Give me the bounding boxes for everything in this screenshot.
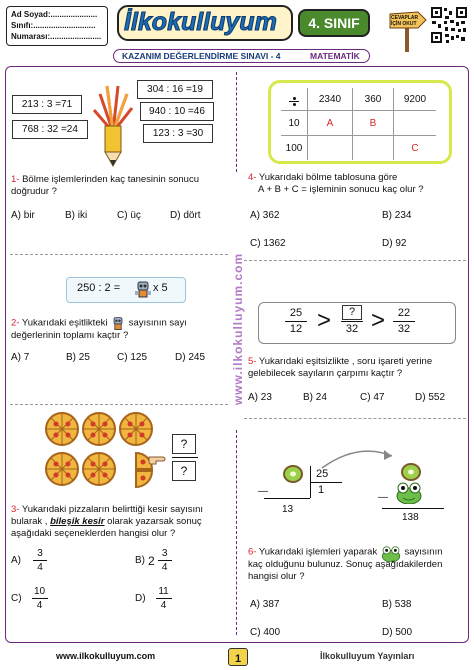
qr-code-icon[interactable]	[430, 6, 468, 44]
q4-option-b[interactable]: B) 234	[382, 210, 412, 221]
q6-number: 6-	[248, 546, 257, 558]
q6-option-d[interactable]: D) 500	[382, 627, 413, 638]
subtraction-line	[382, 508, 444, 509]
q3-number: 3-	[11, 504, 20, 515]
q4-option-d[interactable]: D) 92	[382, 238, 407, 249]
division-table-frame	[268, 80, 452, 164]
kiwi-icon	[282, 464, 304, 489]
q3-text: 3- Yukarıdaki pizzaların belirttiği kesir sayısını bularak , bileşik kesir olarak yazarsak sonuç aşağıdaki seçeneklerden hangisi olur ?	[11, 504, 204, 539]
table-cell: 100	[281, 136, 308, 161]
table-cell	[308, 136, 353, 161]
denominator-box: ?	[172, 461, 196, 481]
q6-option-a[interactable]: A) 387	[250, 599, 280, 610]
row-divider-4	[244, 418, 466, 419]
exam-title-bar	[113, 49, 370, 63]
q4-option-c[interactable]: C) 1362	[250, 238, 286, 249]
q4-text: 4- Yukarıdaki bölme tablosuna göre A + B + C = işleminin sonucu kaç olur ?	[248, 172, 424, 195]
pointing-hand-icon	[148, 452, 170, 466]
q2-number: 2-	[11, 317, 20, 329]
table-cell	[394, 111, 437, 136]
frog-icon	[396, 482, 422, 509]
answer-fraction-box	[172, 434, 198, 484]
table-cell	[353, 136, 394, 161]
fraction-2: ? 32	[341, 305, 363, 336]
column-divider-top	[236, 72, 237, 172]
answer-sign-line1: CEVAPLAR	[391, 15, 419, 21]
q1-option-b[interactable]: B) iki	[65, 210, 88, 221]
page-number: 1	[228, 648, 248, 666]
answer-signpost	[388, 8, 428, 52]
q5-option-c[interactable]: C) 47	[360, 392, 385, 403]
table-cell: 10	[281, 111, 308, 136]
q6-option-b[interactable]: B) 538	[382, 599, 412, 610]
equation-card: 250 : 2 = x 5	[66, 277, 186, 303]
q2-option-a[interactable]: A) 7	[11, 352, 30, 363]
footer-url[interactable]: www.ilkokulluyum.com	[56, 651, 156, 661]
q2-option-c[interactable]: C) 125	[117, 352, 148, 363]
q5-option-d[interactable]: D) 552	[415, 392, 446, 403]
greater-than-sign: >	[317, 307, 332, 334]
table-cell: B	[353, 111, 394, 136]
greater-than-sign: >	[371, 307, 386, 334]
q1-option-c[interactable]: C) üç	[117, 210, 141, 221]
q5-option-a[interactable]: A) 23	[248, 392, 272, 403]
footer-publisher: İlkokulluyum Yayınları	[320, 651, 415, 661]
grade-badge	[298, 9, 370, 37]
site-logo	[116, 4, 294, 42]
right-operation	[378, 458, 458, 524]
minus-sign: —	[258, 486, 268, 497]
fraction-1: 25 12	[285, 307, 307, 336]
class-field: Sınıfı:............................	[11, 21, 96, 30]
q2-text: 2- Yukarıdaki eşitlikteki sayısının sayı değerlerinin toplamı kaçtır ?	[11, 317, 187, 341]
answer-sign-line2: İÇİN OKUT	[391, 21, 417, 27]
division-card: 304 : 16 =19	[137, 80, 213, 99]
q2-option-b[interactable]: B) 25	[66, 352, 90, 363]
division-bracket-h	[310, 482, 342, 483]
division-card: 768 : 32 =24	[12, 120, 88, 139]
row-divider-1	[10, 254, 228, 255]
q5-option-b[interactable]: B) 24	[303, 392, 327, 403]
q3-option-c[interactable]: C) $\frac{10}{4}$	[11, 586, 48, 611]
divide-icon	[289, 97, 299, 106]
robot-icon	[110, 316, 126, 330]
column-divider-bottom	[236, 430, 237, 635]
table-cell: A	[308, 111, 353, 136]
pencil-bundle-icon	[90, 80, 136, 168]
table-header-cell: 9200	[394, 88, 437, 111]
q1-option-d[interactable]: D) dört	[170, 210, 201, 221]
pizza-illustration	[44, 412, 154, 488]
table-header-cell	[281, 88, 308, 111]
divisor: 25	[316, 468, 329, 480]
result: 138	[402, 512, 419, 523]
q2-option-d[interactable]: D) 245	[175, 352, 206, 363]
remainder: 13	[282, 504, 294, 515]
number-field: Numarası:.......................	[11, 32, 102, 41]
name-field: Ad Soyad:.....................	[11, 10, 98, 19]
logo-text: İlkokulluyum	[124, 8, 277, 36]
inequality-card	[258, 302, 456, 344]
frog-icon	[380, 546, 402, 558]
table-header-cell: 2340	[308, 88, 353, 111]
robot-icon	[135, 280, 151, 305]
q5-text: 5- Yukarıdaki eşitsizlikte , soru işareti yerine gelebilecek sayıların çarpımı kaçtır ?	[248, 356, 433, 379]
q1-option-a[interactable]: A) bir	[11, 210, 35, 221]
q3-option-b[interactable]: B) 2 $\frac{3}{4}$	[135, 548, 172, 573]
minus-sign: —	[378, 492, 388, 503]
row-divider-3	[244, 260, 466, 261]
fraction-bar	[172, 457, 198, 458]
q4-option-a[interactable]: A) 362	[250, 210, 280, 221]
table-cell: C	[411, 142, 419, 154]
q1-text: 1- Bölme işlemlerinden kaç tanesinin sonucu doğrudur ?	[11, 174, 199, 197]
grade-text: 4. SINIF	[308, 15, 360, 31]
quotient: 1	[318, 484, 325, 496]
division-card: 123 : 3 =30	[143, 124, 213, 143]
q1-number: 1-	[11, 174, 20, 185]
q3-option-a[interactable]: A) $\frac{3}{4}$	[11, 548, 47, 573]
q4-number: 4-	[248, 172, 257, 183]
q5-number: 5-	[248, 356, 257, 367]
subtraction-line	[264, 498, 310, 499]
q3-option-d[interactable]: D) $\frac{11}{4}$	[135, 586, 172, 611]
subject-label: MATEMATİK	[310, 51, 360, 61]
exam-subtitle: KAZANIM DEĞERLENDİRME SINAVI - 4	[122, 51, 281, 61]
numerator-box: ?	[172, 434, 196, 454]
division-table	[281, 88, 436, 160]
q6-text: 6- Yukarıdaki işlemleri yaparak sayısının kaç olduğunu bulunuz. Sonuç aşağıdakilerden hangisi olur ?	[248, 546, 443, 582]
q6-option-c[interactable]: C) 400	[250, 627, 281, 638]
division-card: 213 : 3 =71	[12, 95, 82, 114]
row-divider-2	[10, 404, 228, 405]
division-card: 940 : 10 =46	[140, 102, 214, 121]
student-info	[6, 6, 108, 46]
table-header-cell: 360	[353, 88, 394, 111]
fraction-3: 22 32	[393, 307, 415, 336]
